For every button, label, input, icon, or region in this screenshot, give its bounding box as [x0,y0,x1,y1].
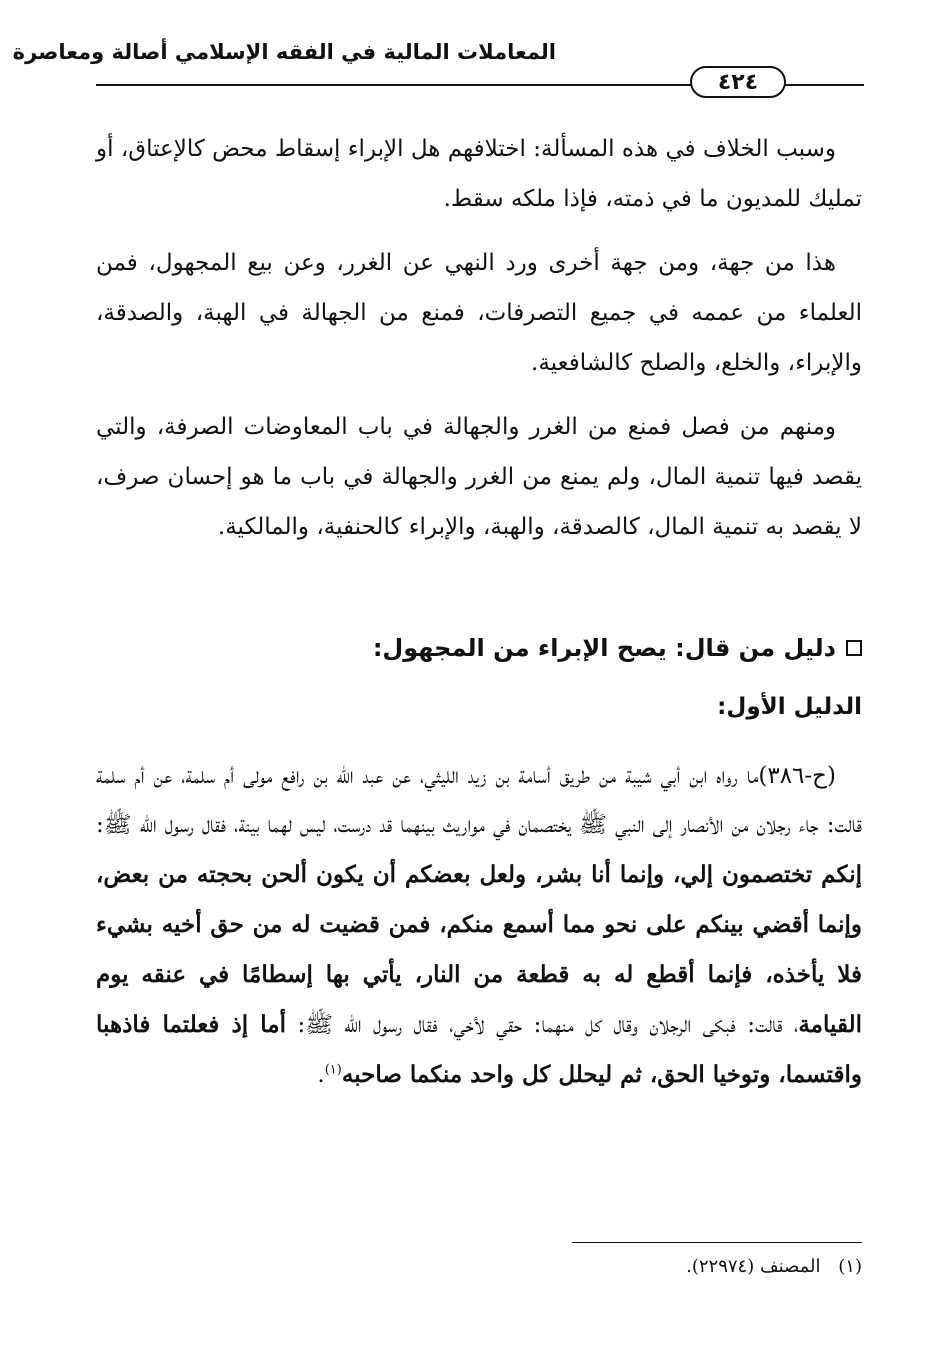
footnote-separator [572,1242,862,1243]
hadith-intro: (ح-٣٨٦)ما رواه ابن أبي شيبة من طريق أسامة بن زيد الليثي، عن عبد الله بن رافع مولى أم سلمة، عن أم سلمة قالت: جاء رجلان من الأنصار إلى النبي ﷺ يختصمان في مواريث بينهما قد درست، ليس لهما بينة، فقال رسول الله ﷺ: [96,763,862,838]
paragraph-2 [96,238,862,388]
footnote-number: (١) [838,1256,862,1277]
subheading: الدليل الأول: [717,694,862,720]
square-bullet-icon [846,640,862,656]
footnote-text: المصنف (٢٢٩٧٤). [686,1256,821,1277]
section-heading-text: دليل من قال: يصح الإبراء من المجهول: [372,634,836,662]
paragraph-3 [96,402,862,552]
paragraph-text: ومنهم من فصل فمنع من الغرر والجهالة في باب المعاوضات الصرفة، والتي يقصد فيها تنمية المال، ولم يمنع من الغرر والجهالة في باب ما هو إحسان صرف، لا يقصد به تنمية المال، كالصدقة، والهبة، والإبراء كالحنفية، والمالكية. [96,414,862,540]
hadith-quote-1: إنكم تختصمون إلي، وإنما أنا بشر، ولعل بعضكم أن يكون ألحن بحجته من بعض، وإنما أقضي بينكم على نحو مما أسمع منكم، فمن قضيت له من حق أخيه بشيء فلا يأخذه، فإنما أقطع له به قطعة من النار، يأتي بها إسطامًا في عنقه يوم القيامة [96,861,862,1038]
running-header-title: المعاملات المالية في الفقه الإسلامي أصالة ومعاصرة [12,40,556,64]
paragraph-text: هذا من جهة، ومن جهة أخرى ورد النهي عن الغرر، وعن بيع المجهول، فمن العلماء من عممه في جميع التصرفات، فمنع من الجهالة في الهبة، والصدقة، والإبراء، والخلع، والصلح كالشافعية. [96,250,862,376]
page-number-badge [690,66,786,98]
footnote [686,1256,862,1277]
section-heading [373,634,862,662]
hadith-text [96,752,862,1100]
hadith-end: . [317,1062,325,1088]
hadith-paragraph [96,752,862,1100]
page-number: ٤٢٤ [717,69,759,95]
hadith-quote-2: أما إذ فعلتما فاذهبا واقتسما، وتوخيا الحق، ثم ليحلل كل واحد منكما صاحبه [96,1011,862,1088]
footnote-reference: (١) [324,1062,342,1078]
paragraph-text: وسبب الخلاف في هذه المسألة: اختلافهم هل الإبراء إسقاط محض كالإعتاق، أو تمليك للمديون ما في ذمته، فإذا ملكه سقط. [96,136,862,212]
hadith-narration: ، قالت: فبكى الرجلان وقال كل منهما: حقي لأخي، فقال رسول الله ﷺ: [286,1012,799,1038]
paragraph-1 [96,124,862,224]
